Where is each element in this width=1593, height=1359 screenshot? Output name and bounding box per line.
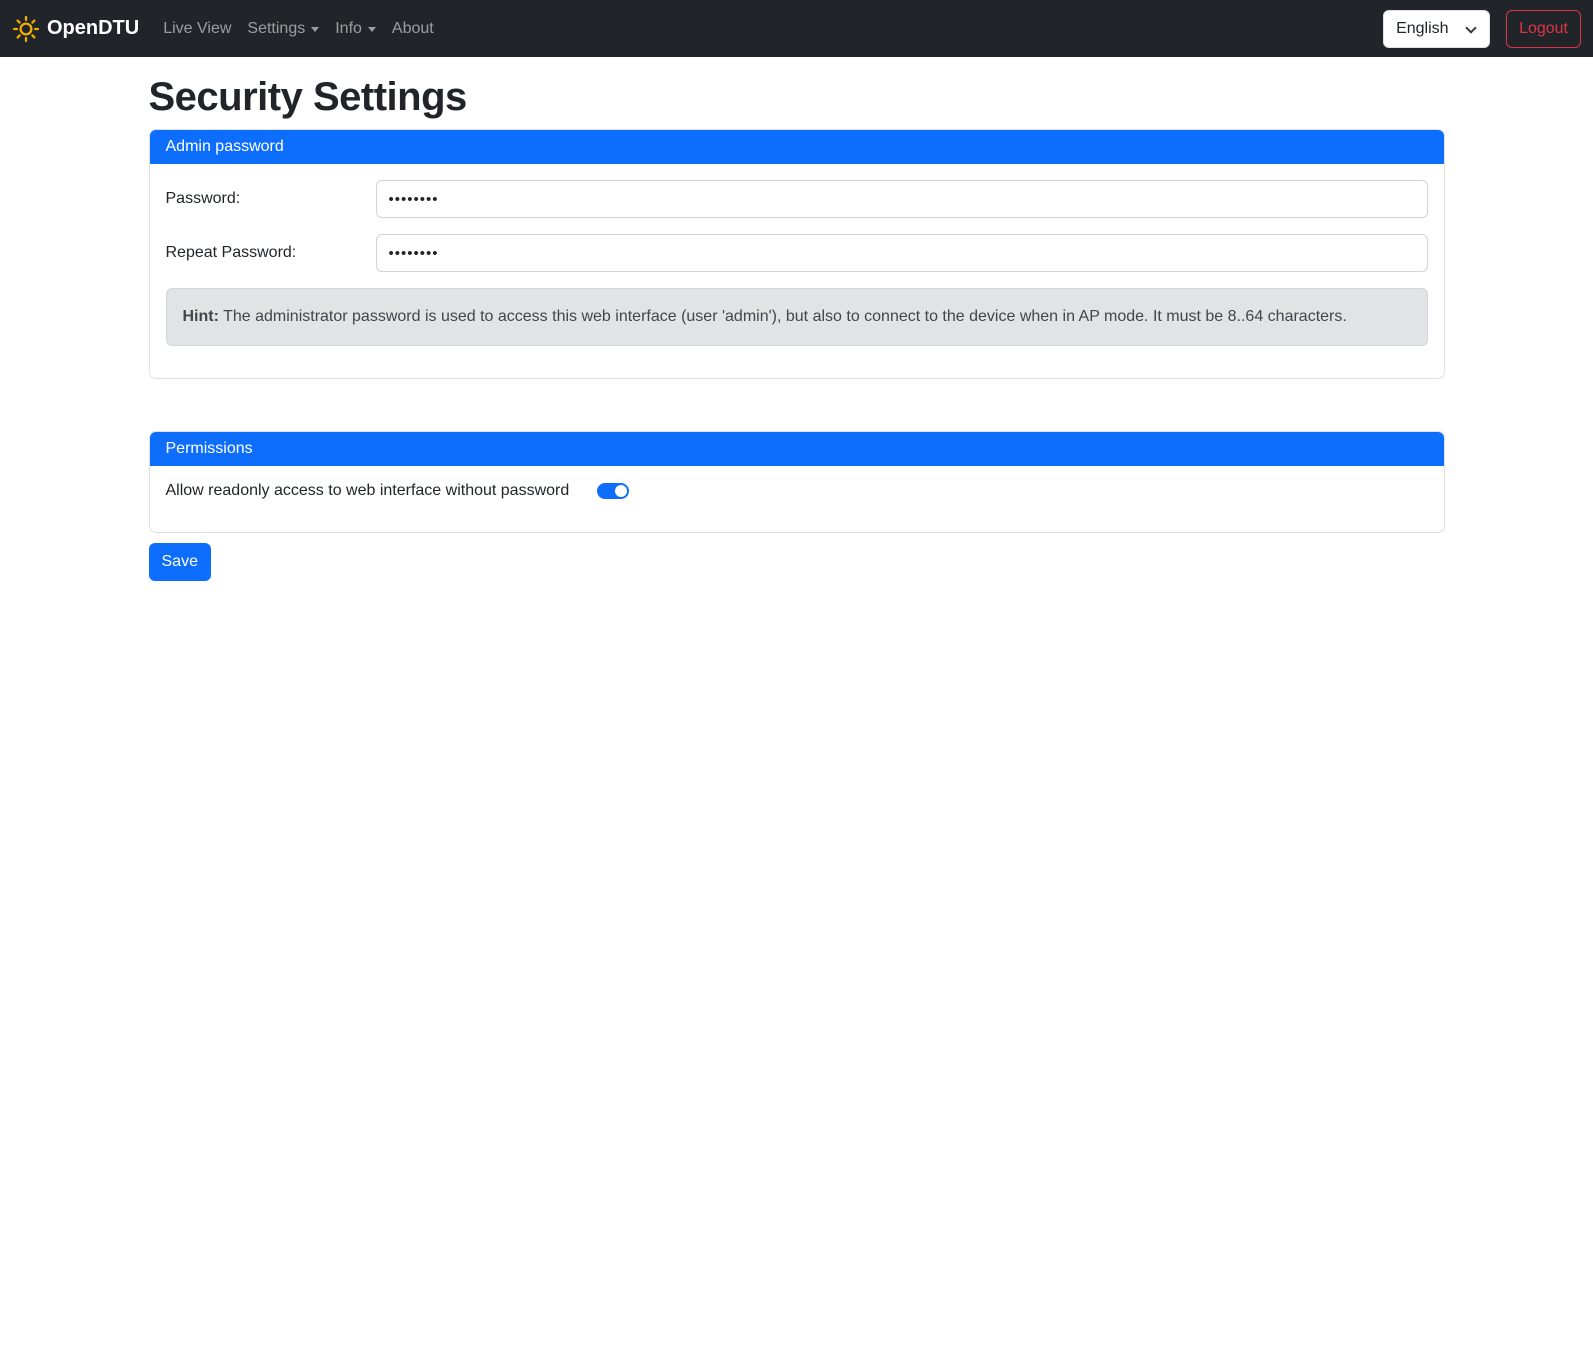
- password-input[interactable]: [376, 180, 1428, 218]
- nav-item-about-label: About: [391, 19, 434, 37]
- repeat-password-input[interactable]: [376, 234, 1428, 272]
- nav-item-settings[interactable]: [239, 12, 327, 46]
- admin-password-card: [149, 129, 1445, 379]
- readonly-access-label: Allow readonly access to web interface without password: [165, 482, 570, 499]
- password-row: [166, 180, 1428, 218]
- navbar-right: [1383, 10, 1581, 48]
- repeat-password-row: [166, 234, 1428, 272]
- admin-password-card-header: Admin password: [150, 130, 1444, 164]
- repeat-password-label: Repeat Password:: [165, 244, 297, 261]
- nav-item-info[interactable]: [327, 12, 384, 46]
- main-nav: [155, 12, 442, 46]
- nav-item-about[interactable]: [384, 12, 442, 46]
- nav-item-settings-label: Settings: [247, 19, 306, 37]
- sun-icon: [12, 15, 40, 43]
- permissions-card: [149, 431, 1445, 533]
- admin-password-card-body: [150, 164, 1444, 378]
- nav-item-info-label: Info: [335, 19, 362, 37]
- hint-label: Hint:: [182, 308, 219, 325]
- main-content: [137, 75, 1457, 581]
- toggle-knob-icon: [615, 485, 627, 497]
- chevron-down-icon: [1465, 22, 1476, 33]
- page-title: Security Settings: [148, 75, 467, 119]
- permissions-card-header: Permissions: [150, 432, 1444, 466]
- language-select-value: English: [1396, 19, 1449, 37]
- nav-item-live-view-label: Live View: [163, 19, 232, 37]
- password-label: Password:: [165, 190, 241, 207]
- readonly-access-row: [166, 482, 1428, 500]
- brand-label: OpenDTU: [47, 17, 140, 39]
- caret-down-icon: [368, 27, 376, 32]
- language-select[interactable]: [1383, 10, 1490, 48]
- permissions-card-body: [150, 466, 1444, 532]
- navbar: [0, 0, 1593, 57]
- password-hint-alert: [166, 288, 1428, 346]
- readonly-access-toggle[interactable]: [597, 483, 629, 499]
- brand[interactable]: [12, 15, 139, 43]
- hint-text: The administrator password is used to access this web interface (user 'admin'), but also to connect to the device when in AP mode. It must be 8..64 characters.: [218, 308, 1347, 325]
- caret-down-icon: [311, 27, 319, 32]
- save-button[interactable]: Save: [149, 543, 211, 581]
- nav-item-live-view[interactable]: [155, 12, 239, 46]
- logout-button[interactable]: Logout: [1506, 10, 1581, 48]
